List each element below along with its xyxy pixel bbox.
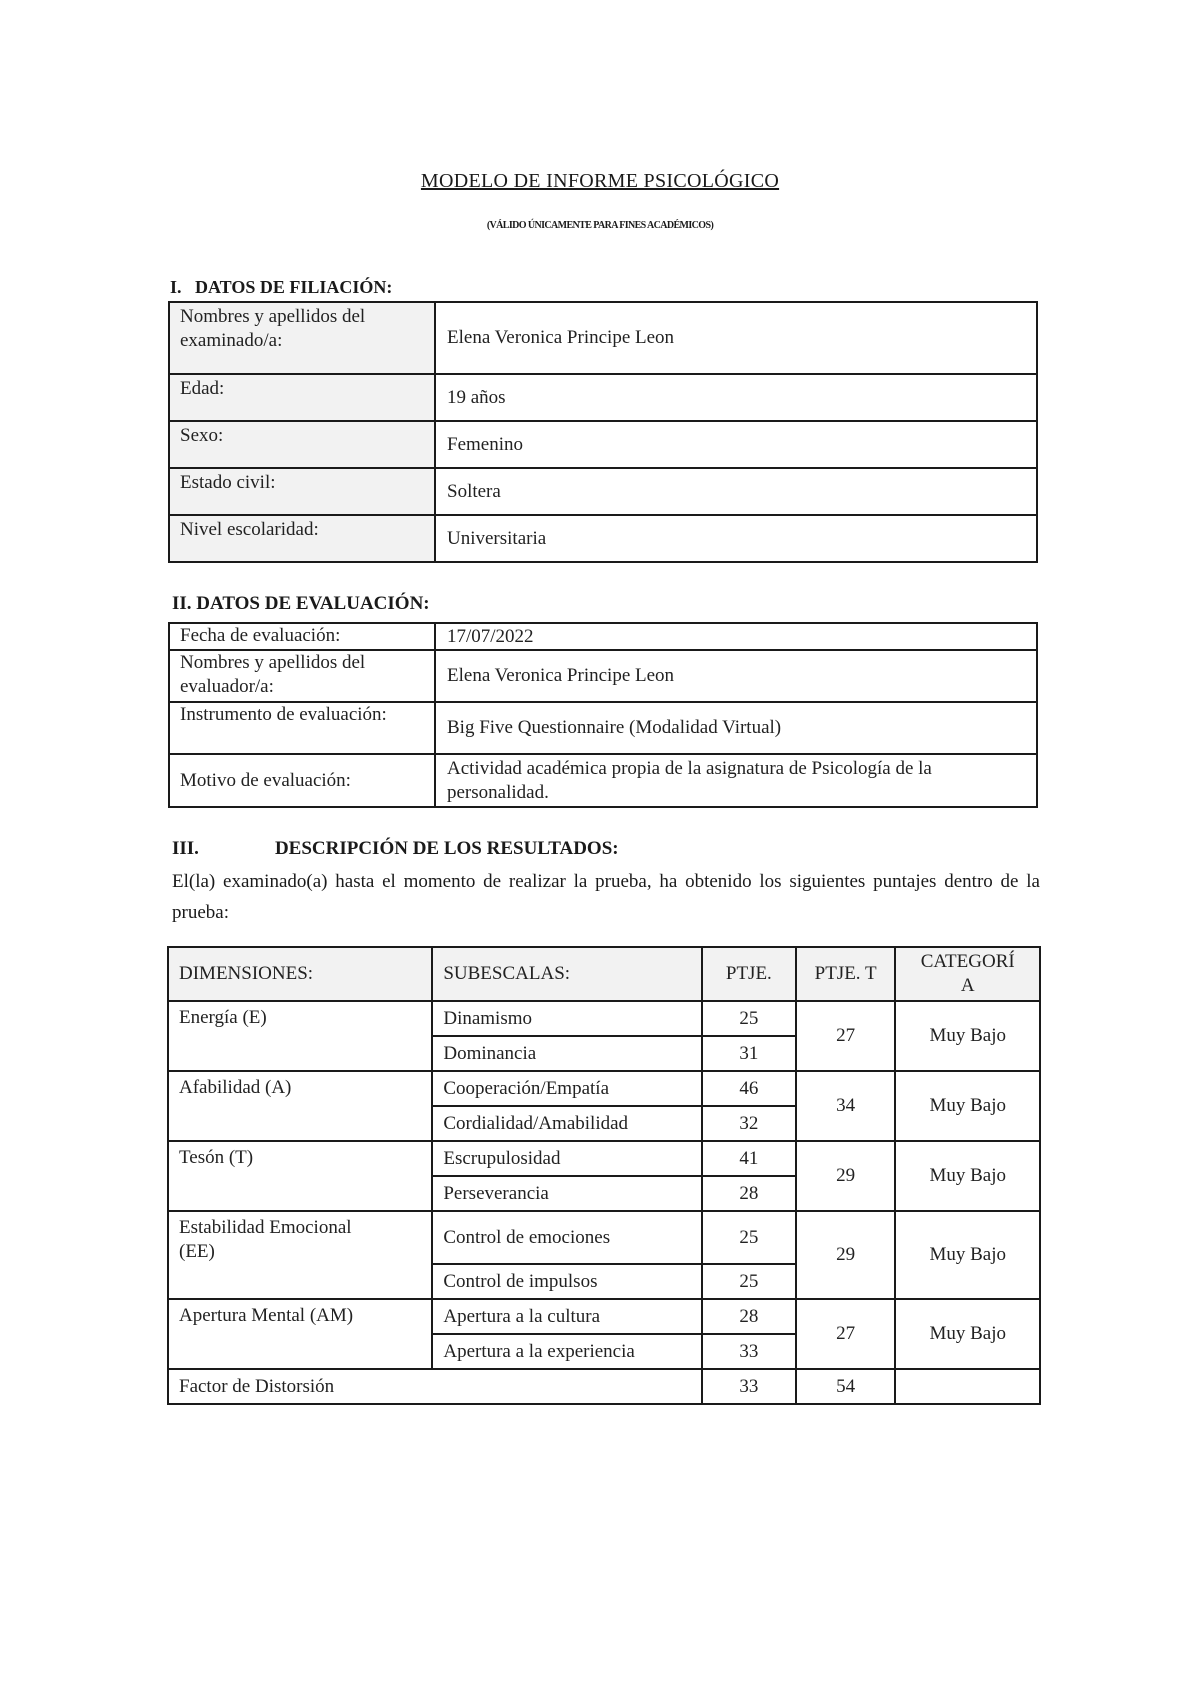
- subscale-name: Cordialidad/Amabilidad: [432, 1106, 702, 1141]
- subscale-score: 41: [702, 1141, 796, 1176]
- dimension-category: Muy Bajo: [895, 1001, 1040, 1071]
- dimension-name: Apertura Mental (AM): [168, 1299, 432, 1369]
- filiation-label: Edad:: [169, 374, 435, 421]
- evaluation-value: Big Five Questionnaire (Modalidad Virtual): [435, 702, 1037, 754]
- subscale-name: Apertura a la experiencia: [432, 1334, 702, 1369]
- section-heading-resultados: [172, 838, 619, 860]
- header-subescalas: SUBESCALAS:: [432, 947, 702, 1001]
- evaluation-value: Elena Veronica Principe Leon: [435, 650, 1037, 702]
- subscale-score: 32: [702, 1106, 796, 1141]
- subscale-score: 31: [702, 1036, 796, 1071]
- header-dimensiones: DIMENSIONES:: [168, 947, 432, 1001]
- distortion-category: [895, 1369, 1040, 1404]
- document-title: MODELO DE INFORME PSICOLÓGICO: [420, 170, 780, 192]
- dimension-name: Afabilidad (A): [168, 1071, 432, 1141]
- table-row: [168, 1211, 1040, 1264]
- filiation-table: [168, 301, 1038, 563]
- table-row: [168, 1141, 1040, 1176]
- dimension-category: Muy Bajo: [895, 1071, 1040, 1141]
- subscale-score: 28: [702, 1299, 796, 1334]
- dimension-name: Energía (E): [168, 1001, 432, 1071]
- dimension-name: Estabilidad Emocional (EE): [168, 1211, 432, 1299]
- distortion-label: Factor de Distorsión: [168, 1369, 702, 1404]
- subscale-name: Apertura a la cultura: [432, 1299, 702, 1334]
- table-row: [169, 754, 1037, 807]
- subscale-name: Perseverancia: [432, 1176, 702, 1211]
- filiation-value: Universitaria: [435, 515, 1037, 562]
- section-heading-filiacion: I. DATOS DE FILIACIÓN:: [170, 277, 393, 297]
- table-row: [168, 1001, 1040, 1036]
- table-row: [168, 1299, 1040, 1334]
- evaluation-label: Nombres y apellidos del evaluador/a:: [169, 650, 435, 702]
- filiation-value: Soltera: [435, 468, 1037, 515]
- subscale-name: Escrupulosidad: [432, 1141, 702, 1176]
- header-categoria: CATEGORÍA: [895, 947, 1040, 1001]
- dimension-category: Muy Bajo: [895, 1299, 1040, 1369]
- subscale-score: 25: [702, 1264, 796, 1299]
- results-table: [167, 946, 1041, 1405]
- filiation-value: 19 años: [435, 374, 1037, 421]
- evaluation-label: Motivo de evaluación:: [169, 754, 435, 807]
- evaluation-label: Fecha de evaluación:: [169, 623, 435, 650]
- filiation-label: Sexo:: [169, 421, 435, 468]
- subscale-score: 25: [702, 1001, 796, 1036]
- subscale-name: Control de emociones: [432, 1211, 702, 1264]
- filiation-label: Estado civil:: [169, 468, 435, 515]
- header-ptje: PTJE.: [702, 947, 796, 1001]
- evaluation-table: [168, 622, 1038, 808]
- subscale-score: 25: [702, 1211, 796, 1264]
- dimension-t-score: 27: [796, 1001, 896, 1071]
- table-row: [169, 302, 1037, 374]
- filiation-value: Femenino: [435, 421, 1037, 468]
- distortion-t-score: 54: [796, 1369, 896, 1404]
- results-paragraph: El(la) examinado(a) hasta el momento de realizar la prueba, ha obtenido los siguientes puntajes dentro de la prueba:: [172, 871, 1040, 923]
- subscale-score: 28: [702, 1176, 796, 1211]
- dimension-category: Muy Bajo: [895, 1211, 1040, 1299]
- dimension-t-score: 29: [796, 1141, 896, 1211]
- evaluation-value: Actividad académica propia de la asignatura de Psicología de la personalidad.: [435, 754, 1037, 807]
- dimension-t-score: 34: [796, 1071, 896, 1141]
- dimension-t-score: 29: [796, 1211, 896, 1299]
- table-row: [168, 1071, 1040, 1106]
- table-row: [169, 515, 1037, 562]
- table-row-distortion: [168, 1369, 1040, 1404]
- distortion-score: 33: [702, 1369, 796, 1404]
- filiation-value: Elena Veronica Principe Leon: [435, 302, 1037, 374]
- table-header-row: [168, 947, 1040, 1001]
- dimension-name: Tesón (T): [168, 1141, 432, 1211]
- filiation-label: Nivel escolaridad:: [169, 515, 435, 562]
- section-title: DESCRIPCIÓN DE LOS RESULTADOS:: [274, 838, 619, 859]
- dimension-t-score: 27: [796, 1299, 896, 1369]
- table-row: [169, 650, 1037, 702]
- dimension-category: Muy Bajo: [895, 1141, 1040, 1211]
- evaluation-value: 17/07/2022: [435, 623, 1037, 650]
- section-heading-evaluacion: II. DATOS DE EVALUACIÓN:: [172, 593, 430, 614]
- table-row: [169, 421, 1037, 468]
- subscale-name: Control de impulsos: [432, 1264, 702, 1299]
- document-subtitle: (VÁLIDO ÚNICAMENTE PARA FINES ACADÉMICOS): [486, 220, 714, 231]
- subscale-name: Cooperación/Empatía: [432, 1071, 702, 1106]
- table-row: [169, 702, 1037, 754]
- subscale-score: 33: [702, 1334, 796, 1369]
- evaluation-label: Instrumento de evaluación:: [169, 702, 435, 754]
- subscale-score: 46: [702, 1071, 796, 1106]
- table-row: [169, 374, 1037, 421]
- table-row: [169, 623, 1037, 650]
- header-ptje-t: PTJE. T: [796, 947, 896, 1001]
- subscale-name: Dominancia: [432, 1036, 702, 1071]
- subscale-name: Dinamismo: [432, 1001, 702, 1036]
- table-row: [169, 468, 1037, 515]
- section-number: III.: [172, 838, 199, 859]
- filiation-label: Nombres y apellidos del examinado/a:: [169, 302, 435, 374]
